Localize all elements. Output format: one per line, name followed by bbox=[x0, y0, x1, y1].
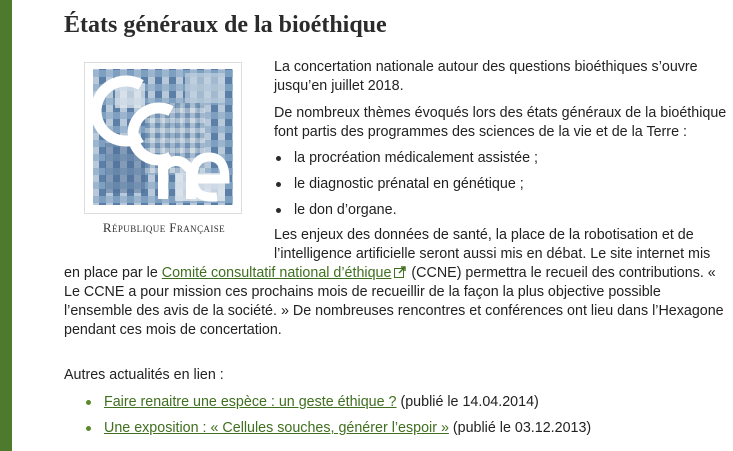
issues-line-5: l’ensemble des avis de la société. » De nombreuses rencontres et conférences ont lieu dans l’Hexagone bbox=[64, 303, 724, 319]
related-link-species[interactable]: Faire renaitre une espèce : un geste éthique ? bbox=[104, 394, 397, 410]
bullet-dot bbox=[86, 400, 91, 405]
ccne-logo-graphic bbox=[85, 63, 241, 213]
bullet-dot bbox=[276, 208, 281, 213]
list-item-label: le don d’organe. bbox=[294, 202, 397, 218]
issues-line-6: pendant ces mois de concertation. bbox=[64, 322, 282, 338]
left-accent-bar bbox=[0, 0, 12, 451]
issues-line-3 bbox=[64, 264, 716, 284]
bullet-dot bbox=[276, 182, 281, 187]
intro-line-2: jusqu’en juillet 2018. bbox=[274, 78, 404, 94]
list-item-label: le diagnostic prénatal en génétique ; bbox=[294, 176, 524, 192]
related-date: (publié le 03.12.2013) bbox=[448, 420, 592, 436]
logo-caption: République Française bbox=[102, 220, 226, 235]
external-link-icon[interactable] bbox=[394, 266, 406, 278]
bullet-dot bbox=[276, 156, 281, 161]
issues-line-2: l’intelligence artificielle seront aussi mis en débat. Le site internet mis bbox=[274, 246, 711, 262]
related-heading: Autres actualités en lien : bbox=[64, 367, 224, 383]
themes-line-2: font partis des programmes des sciences de la vie et de la Terre : bbox=[274, 124, 687, 140]
ccne-logo-image bbox=[84, 62, 242, 214]
intro-line-1: La concertation nationale autour des questions bioéthiques s’ouvre bbox=[274, 59, 698, 75]
related-date: (publié le 14.04.2014) bbox=[396, 394, 539, 410]
page-title: États généraux de la bioéthique bbox=[64, 12, 387, 38]
list-item-label: la procréation médicalement assistée ; bbox=[294, 150, 538, 166]
themes-line-1: De nombreux thèmes évoqués lors des états généraux de la bioéthique bbox=[274, 105, 727, 121]
issues-line-3-after: (CCNE) permettra le recueil des contributions. « bbox=[407, 265, 716, 281]
issues-line-1: Les enjeux des données de santé, la place de la robotisation et de bbox=[274, 227, 694, 243]
ccne-logo bbox=[80, 60, 248, 238]
issues-line-3-before: en place par le bbox=[64, 265, 162, 281]
ccne-link[interactable]: Comité consultatif national d’éthique bbox=[161, 265, 392, 281]
issues-line-4: Le CCNE a pour mission ces prochains mois de recueillir de la façon la plus objective possible bbox=[64, 284, 661, 300]
related-link-exhibition[interactable]: Une exposition : « Cellules souches, générer l’espoir » bbox=[104, 420, 449, 436]
bullet-dot bbox=[86, 426, 91, 431]
